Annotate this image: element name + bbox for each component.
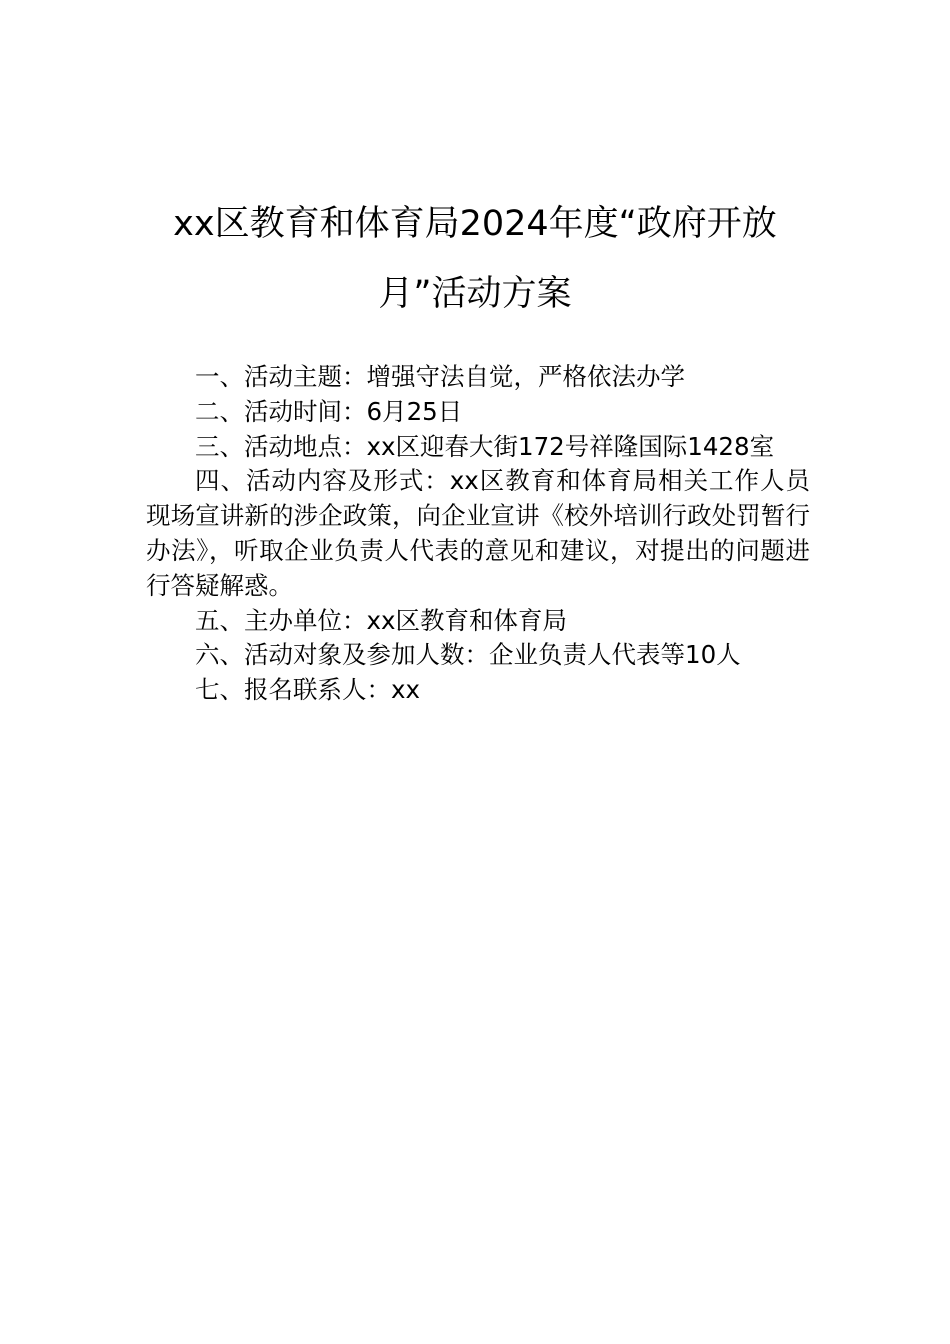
document-title-line-1: xx区教育和体育局2024年度“政府开放: [173, 204, 777, 244]
item-location: 三、活动地点：xx区迎春大街172号祥隆国际1428室: [195, 431, 775, 461]
item-time: 二、活动时间：6月25日: [195, 396, 463, 426]
item-content-and-format: 四、活动内容及形式：xx区教育和体育局相关工作人员现场宣讲新的涉企政策，向企业宣讲《校外培训行政处罚暂行办法》，听取企业负责人代表的意见和建议，对提出的问题进行答疑解惑。: [146, 466, 810, 600]
document-body: [146, 360, 810, 708]
item-organizer: 五、主办单位：xx区教育和体育局: [195, 605, 567, 635]
document-title-line-2: 月”活动方案: [378, 274, 572, 314]
item-participants: 六、活动对象及参加人数：企业负责人代表等10人: [195, 640, 741, 670]
item-contact: 七、报名联系人：xx: [195, 675, 420, 705]
item-theme: 一、活动主题：增强守法自觉，严格依法办学: [195, 362, 685, 391]
